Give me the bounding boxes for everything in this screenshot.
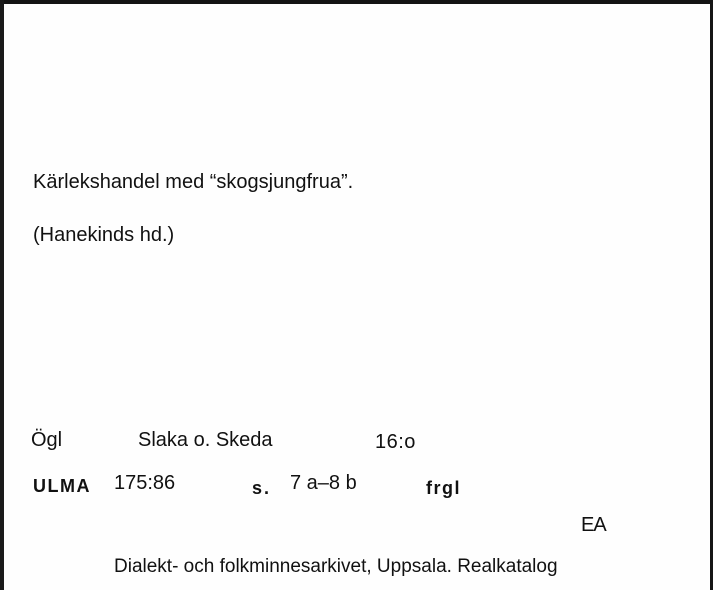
parish-name: Slaka o. Skeda (138, 429, 273, 451)
folio-format: 16:o (375, 431, 416, 453)
card-title: Kärlekshandel med “skogsjungfrua”. (33, 171, 354, 193)
accession-number: 175:86 (114, 472, 176, 494)
catalog-footer: Dialekt- och folkminnesarkivet, Uppsala. Realkatalog (114, 556, 558, 577)
recorder-initials: EA (581, 514, 606, 536)
pages-label: s. (252, 478, 272, 498)
page-range: 7 a–8 b (290, 472, 357, 494)
record-type: frgl (426, 478, 461, 498)
district-label: (Hanekinds hd.) (33, 224, 175, 246)
card-left-edge (0, 0, 4, 590)
region-code: Ögl (31, 429, 63, 451)
card-top-edge (0, 0, 713, 4)
archive-code: ULMA (33, 476, 91, 496)
